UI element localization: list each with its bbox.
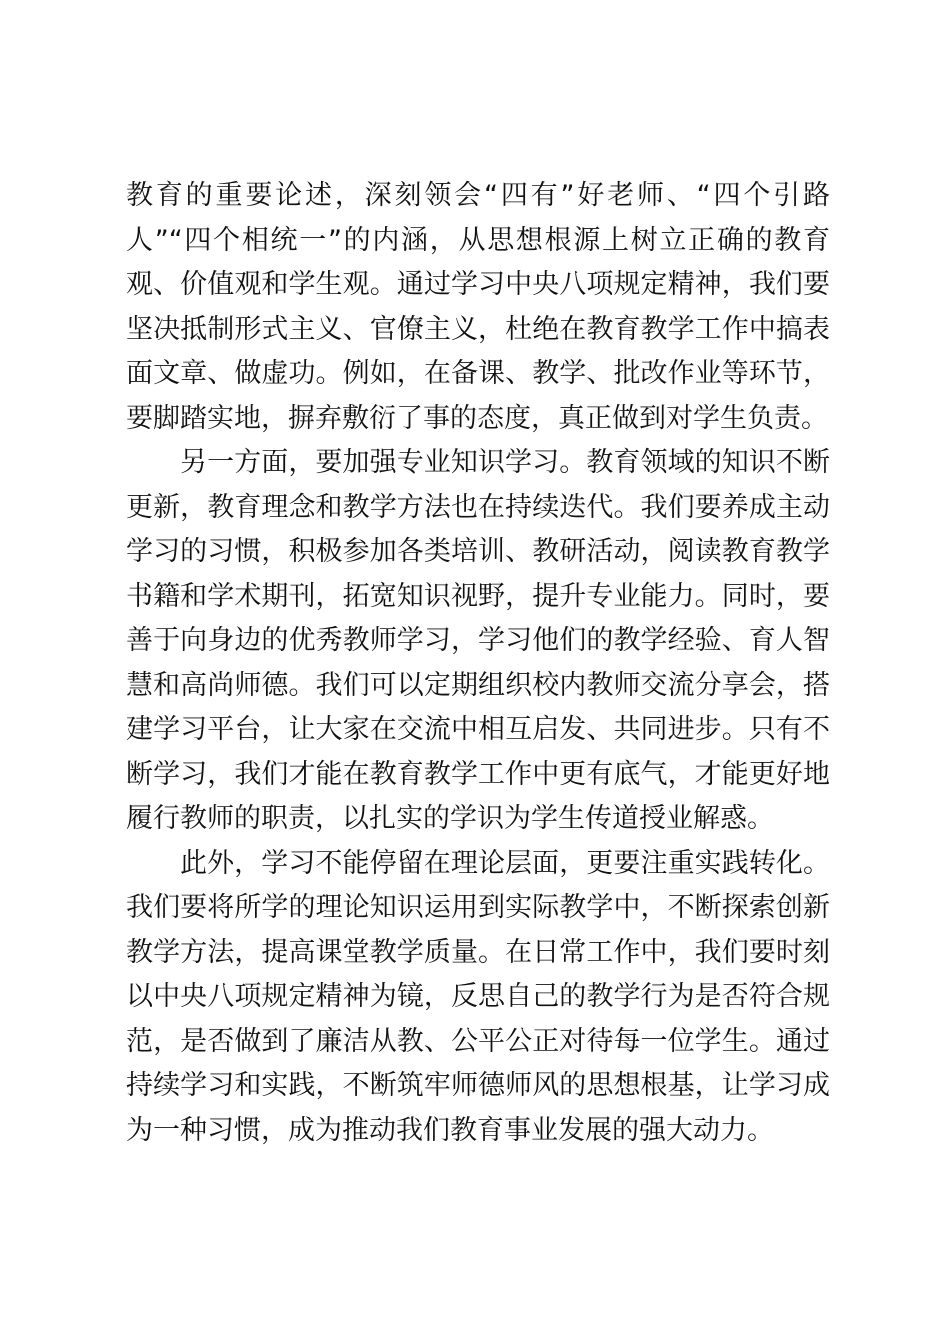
paragraph-professional-learning: 另一方面，要加强专业知识学习。教育领域的知识不断更新，教育理念和教学方法也在持续迭代。我们要养成主动学习的习惯，积极参加各类培训、教研活动，阅读教育教学书籍和学术期刊，拓宽知识视野，提升专业能力。同时，要善于向身边的优秀教师学习，学习他们的教学经验、育人智慧和高尚师德。我们可以定期组织校内教师交流分享会，搭建学习平台，让大家在交流中相互启发、共同进步。只有不断学习，我们才能在教育教学工作中更有底气，才能更好地履行教师的职责，以扎实的学识为学生传道授业解惑。 (126, 447, 830, 834)
paragraph-continued: 教育的重要论述，深刻领会“四有”好老师、“四个引路人”“四个相统一”的内涵，从思想根源上树立正确的教育观、价值观和学生观。通过学习中央八项规定精神，我们要坚决抵制形式主义、官僚主义，杜绝在教育教学工作中搞表面文章、做虚功。例如，在备课、教学、批改作业等环节，要脚踏实地，摒弃敷衍了事的态度，真正做到对学生负责。 (126, 180, 830, 434)
document-body (126, 174, 830, 1153)
paragraph-practice-transformation: 此外，学习不能停留在理论层面，更要注重实践转化。我们要将所学的理论知识运用到实际教学中，不断探索创新教学方法，提高课堂教学质量。在日常工作中，我们要时刻以中央八项规定精神为镜，反思自己的教学行为是否符合规范，是否做到了廉洁从教、公平公正对待每一位学生。通过持续学习和实践，不断筑牢师德师风的思想根基，让学习成为一种习惯，成为推动我们教育事业发展的强大动力。 (126, 847, 830, 1146)
